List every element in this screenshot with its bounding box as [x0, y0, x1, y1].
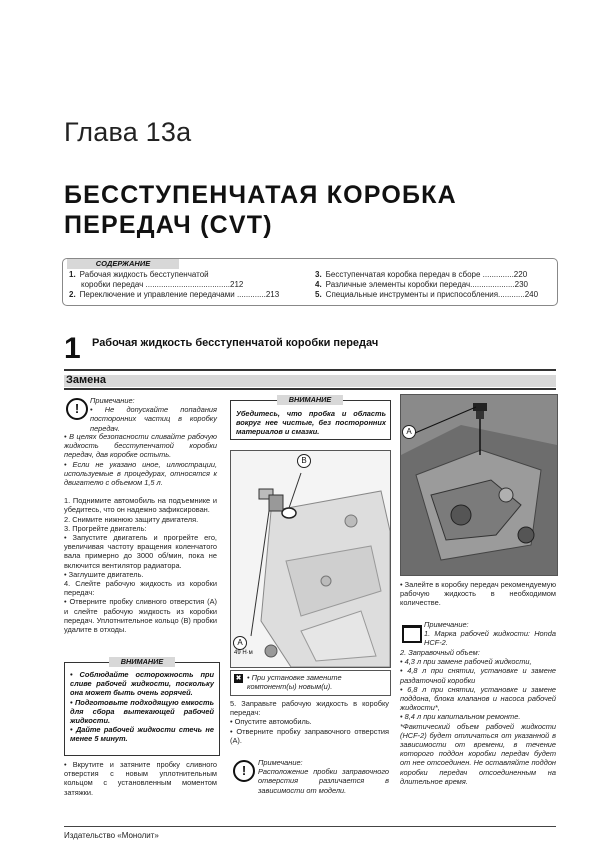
chapter-title: БЕССТУПЕНЧАТАЯ КОРОБКА ПЕРЕДАЧ (CVT) [64, 181, 457, 239]
attention-label: ВНИМАНИЕ [109, 657, 175, 667]
section-rule [64, 369, 556, 371]
transmission-drawing [231, 451, 390, 667]
step-text: 4. Слейте рабочую жидкость из коробки передач: [64, 579, 217, 598]
note-text: • Если не указано иное, иллюстрации, используемые в процедурах, относятся к двигателю с объемом 1,5 л. [64, 459, 217, 488]
toc-item[interactable]: 1. Рабочая жидкость бесступенчатой [69, 270, 209, 279]
note-text: Расположение пробки заправочного отверстия различается в зависимости от модели. [258, 767, 389, 795]
replace-note-box [230, 670, 391, 696]
middle-note [258, 758, 389, 795]
note-text: 2. Заправочный объем: [400, 648, 480, 657]
attention-box [230, 395, 391, 440]
right-note-body [400, 648, 556, 786]
note-text: • Не допускайте попадания посторонних частиц в коробку передач. [90, 405, 217, 433]
step-text: • Вкрутите и затяните пробку сливного отверстия с новым уплотнительным кольцом с установленным моментом затяжки. [64, 760, 217, 797]
drain-plug-illustration [230, 450, 391, 668]
note-text: • В целях безопасности сливайте рабочую жидкость бесступенчатой коробки передач, дав коробке остыть. [64, 432, 217, 460]
note-text: • 6,8 л при снятии, установке и замене поддона, блока клапанов и насоса рабочей жидкости*, [400, 684, 556, 713]
step-text: • Залейте в коробку передач рекомендуемую рабочую жидкость в необходимом количестве. [400, 580, 556, 608]
step-text: 3. Прогрейте двигатель: [64, 523, 147, 533]
chapter-label: Глава 13а [64, 117, 192, 147]
attention-text: Убедитесь, что пробка и область вокруг нее чистые, без посторонних материалов и смазки. [236, 409, 386, 437]
transmission-photo [401, 395, 557, 575]
step-text: • Отверните пробку сливного отверстия (А) и слейте рабочую жидкость из коробки передач. Уплотнительное кольцо (В) пробки удалите в отходы. [64, 597, 217, 635]
footer-rule [64, 826, 556, 827]
note-text: • 8,4 л при капитальном ремонте. [400, 712, 521, 722]
toc-heading: СОДЕРЖАНИЕ [67, 259, 179, 269]
step-text: 2. Снимите нижнюю защиту двигателя. [64, 514, 199, 524]
note-text: • 4,8 л при снятии, установке и замене раздаточной коробки [400, 666, 556, 685]
torque-value: 49 Н·м [234, 650, 253, 656]
note-label: Примечание: [90, 396, 135, 405]
right-note-head [424, 620, 556, 648]
attention-label: ВНИМАНИЕ [277, 395, 343, 405]
step-text: • Заглушите двигатель. [64, 569, 144, 579]
warning-icon: ! [66, 398, 88, 420]
note-label: Примечание: [424, 620, 469, 629]
step-text: • Отверните пробку заправочного отверстия (А). [230, 726, 389, 745]
left-column [64, 432, 217, 634]
note-label: Примечание: [258, 758, 303, 767]
replace-note: • При установке замените компонент(ы) новым(и). [247, 673, 342, 692]
note-text: *Фактический объем рабочей жидкости (HCF-2) будет отличаться от указанной в зависимости от времени, в течение которого поддон коробки передач будет от нее отсоединен. Не оставляйте поддон коробки передач отсоединенным на длительное время. [400, 721, 556, 786]
callout-b: B [297, 454, 311, 468]
step-text: 1. Поднимите автомобиль на подъемнике и убедитесь, что он надежно зафиксирован. [64, 496, 217, 515]
publisher-footer: Издательство «Монолит» [64, 831, 159, 840]
replace-icon: ✖ [235, 675, 242, 682]
step-text: • Опустите автомобиль. [230, 717, 312, 727]
toc-item[interactable]: 5. Специальные инструменты и приспособления............240 [315, 290, 539, 299]
callout-a: A [402, 425, 416, 439]
middle-steps [230, 699, 389, 745]
book-icon [402, 625, 422, 643]
step-text: 5. Заправьте рабочую жидкость в коробку передач: [230, 699, 389, 718]
table-of-contents [62, 258, 558, 306]
fill-plug-illustration [400, 394, 558, 576]
toc-item[interactable]: 4. Различные элементы коробки передач....................230 [315, 280, 528, 289]
left-note [90, 396, 217, 433]
note-text: • 4,3 л при замене рабочей жидкости, [400, 657, 532, 667]
warning-icon: ! [233, 760, 255, 782]
note-text: 1. Марка рабочей жидкости: Honda HCF-2. [424, 629, 556, 648]
attention-box [64, 657, 220, 756]
callout-a: A [233, 636, 247, 650]
step-text: • Запустите двигатель и прогрейте его, увеличивая частоту вращения коленчатого вала примерно до 3000 об/мин, пока не включится вентилятор радиатора. [64, 533, 217, 570]
section-title: Рабочая жидкость бесступенчатой коробки передач [92, 337, 379, 349]
toc-item[interactable]: 2. Переключение и управление передачами .............213 [69, 290, 280, 299]
section-number: 1 [64, 332, 81, 365]
subsection-title: Замена [66, 374, 107, 386]
subsection-bar [64, 375, 556, 387]
subsection-rule [64, 388, 556, 390]
attention-text: • Соблюдайте осторожность при сливе рабочей жидкости, поскольку она может быть очень горячей. • Подготовьте подходящую емкость для сбора вытекающей рабочей жидкости. • Дайте рабочей жидкости стечь не менее 5 минут. [70, 670, 214, 744]
toc-item[interactable]: коробки передач ......................................212 [81, 280, 244, 289]
toc-item[interactable]: 3. Бесступенчатая коробка передач в сборе ..............220 [315, 270, 528, 279]
